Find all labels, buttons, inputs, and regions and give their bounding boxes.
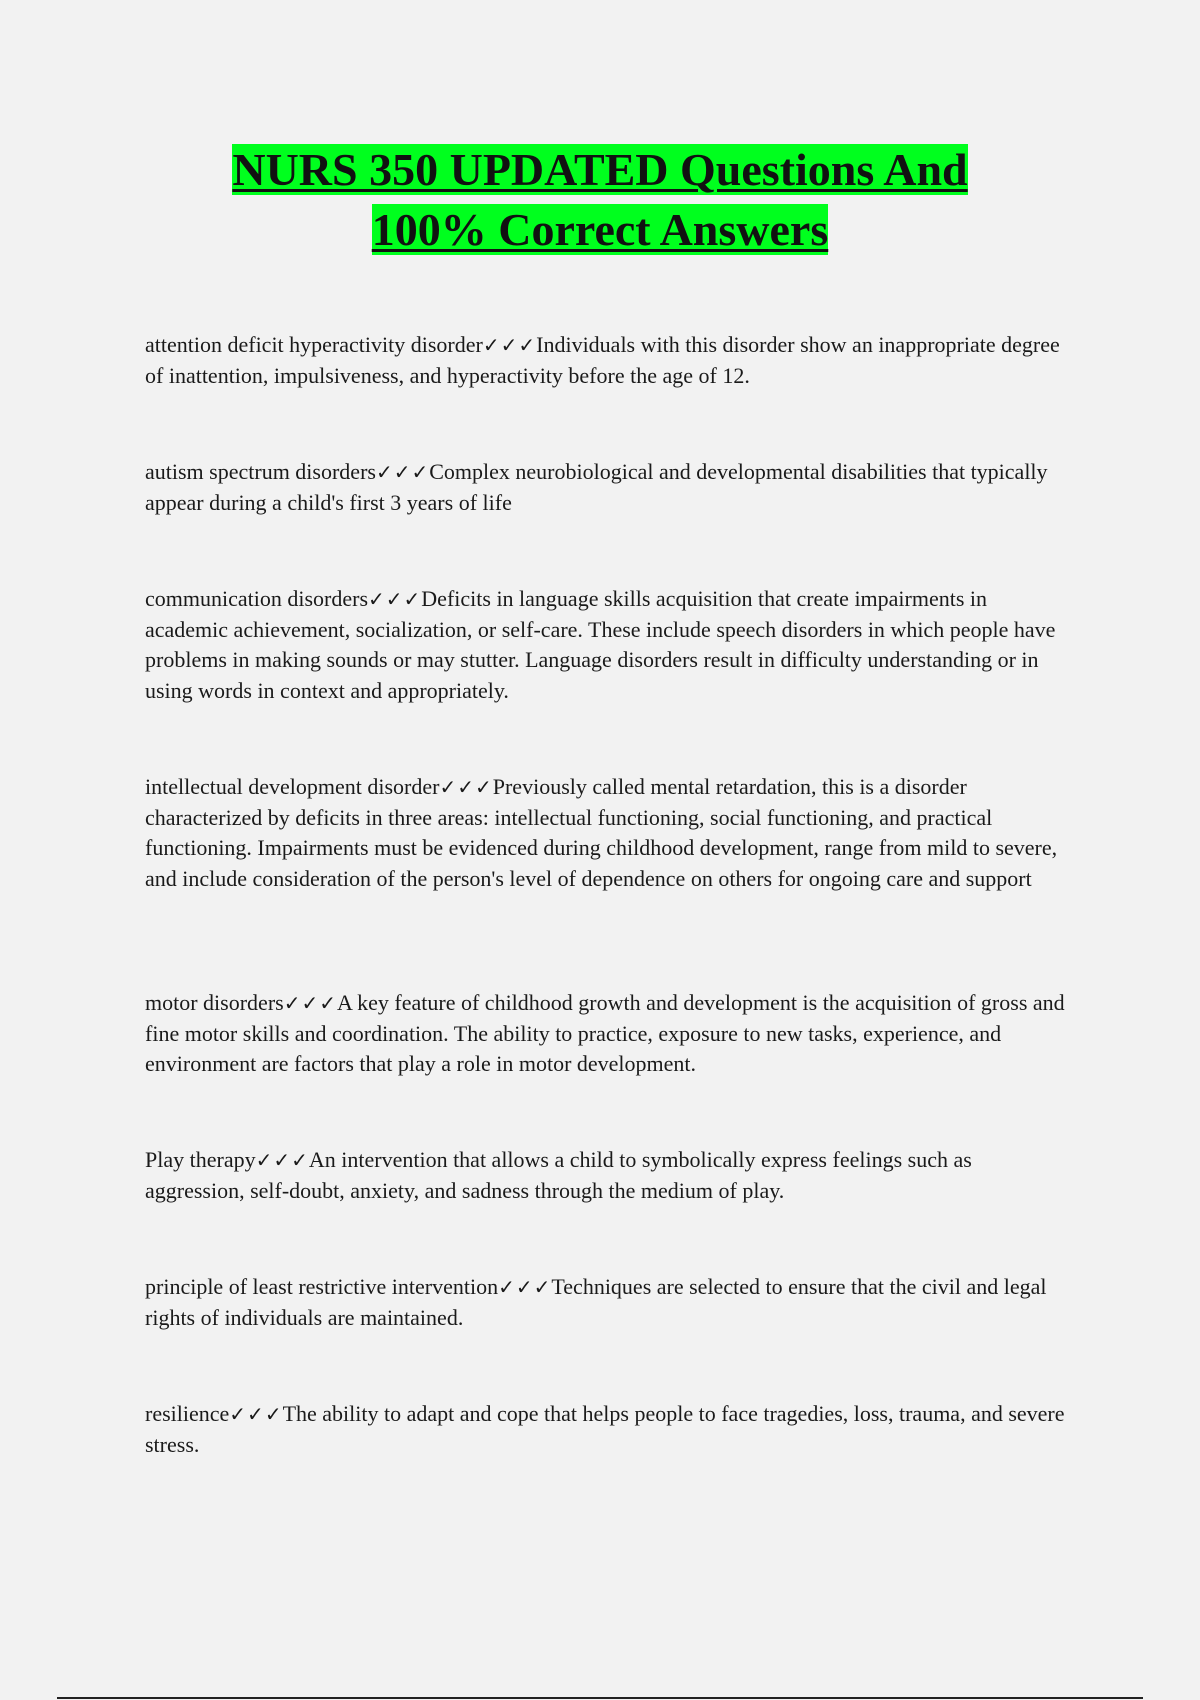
checkmarks-icon: ✓✓✓	[283, 991, 337, 1015]
definition: A key feature of childhood growth and development is the acquisition of gross and fine motor skills and coordination. The ability to practice, exposure to new tasks, experience, and environment are factors that play a role in motor development.	[145, 990, 1065, 1076]
qa-entry-autism	[145, 457, 1065, 518]
title-line-1: NURS 350 UPDATED Questions And	[232, 144, 968, 195]
document-title	[0, 140, 1200, 260]
term: communication disorders	[145, 586, 369, 611]
term: attention deficit hyperactivity disorder	[145, 332, 483, 357]
term: motor disorders	[145, 990, 284, 1015]
checkmarks-icon: ✓✓✓	[229, 1402, 283, 1426]
term: Play therapy	[145, 1147, 256, 1172]
qa-entry-play-therapy	[145, 1145, 1065, 1206]
qa-entry-least-restrictive	[145, 1272, 1065, 1333]
definition: Previously called mental retardation, this is a disorder characterized by deficits in three areas: intellectual functioning, social functioning, and practical functioning. Impairments must be evidenced during childhood development, range from mild to severe, and include consideration of the person's level of dependence on others for ongoing care and support	[145, 774, 1058, 891]
term: intellectual development disorder	[145, 774, 440, 799]
definition: Techniques are selected to ensure that the civil and legal rights of individuals are maintained.	[145, 1274, 1047, 1330]
page-bottom-rule	[57, 1697, 1143, 1699]
term: autism spectrum disorders	[145, 459, 376, 484]
title-line-2: 100% Correct Answers	[371, 204, 829, 255]
checkmarks-icon: ✓✓✓	[439, 775, 493, 799]
definition: Individuals with this disorder show an inappropriate degree of inattention, impulsiveness, and hyperactivity before the age of 12.	[145, 332, 1060, 388]
definition: Deficits in language skills acquisition that create impairments in academic achievement, socialization, or self-care. These include speech disorders in which people have problems in making sounds or may stutter. Language disorders result in difficulty understanding or in using words in context and appropriately.	[145, 586, 1056, 703]
qa-entry-adhd	[145, 330, 1065, 391]
term: resilience	[145, 1401, 230, 1426]
qa-entry-resilience	[145, 1399, 1065, 1460]
checkmarks-icon: ✓✓✓	[255, 1148, 309, 1172]
term: principle of least restrictive intervention	[145, 1274, 499, 1299]
definition: The ability to adapt and cope that helps people to face tragedies, loss, trauma, and severe stress.	[145, 1401, 1065, 1457]
definition: Complex neurobiological and developmental disabilities that typically appear during a child's first 3 years of life	[145, 459, 1048, 515]
checkmarks-icon: ✓✓✓	[368, 587, 422, 611]
qa-entry-communication	[145, 584, 1065, 706]
checkmarks-icon: ✓✓✓	[375, 460, 430, 484]
checkmarks-icon: ✓✓✓	[498, 1275, 552, 1299]
qa-entry-intellectual	[145, 772, 1065, 894]
definition: An intervention that allows a child to symbolically express feelings such as aggression, self-doubt, anxiety, and sadness through the medium of play.	[145, 1147, 972, 1203]
checkmarks-icon: ✓✓✓	[482, 333, 537, 357]
qa-entry-motor	[145, 988, 1065, 1080]
